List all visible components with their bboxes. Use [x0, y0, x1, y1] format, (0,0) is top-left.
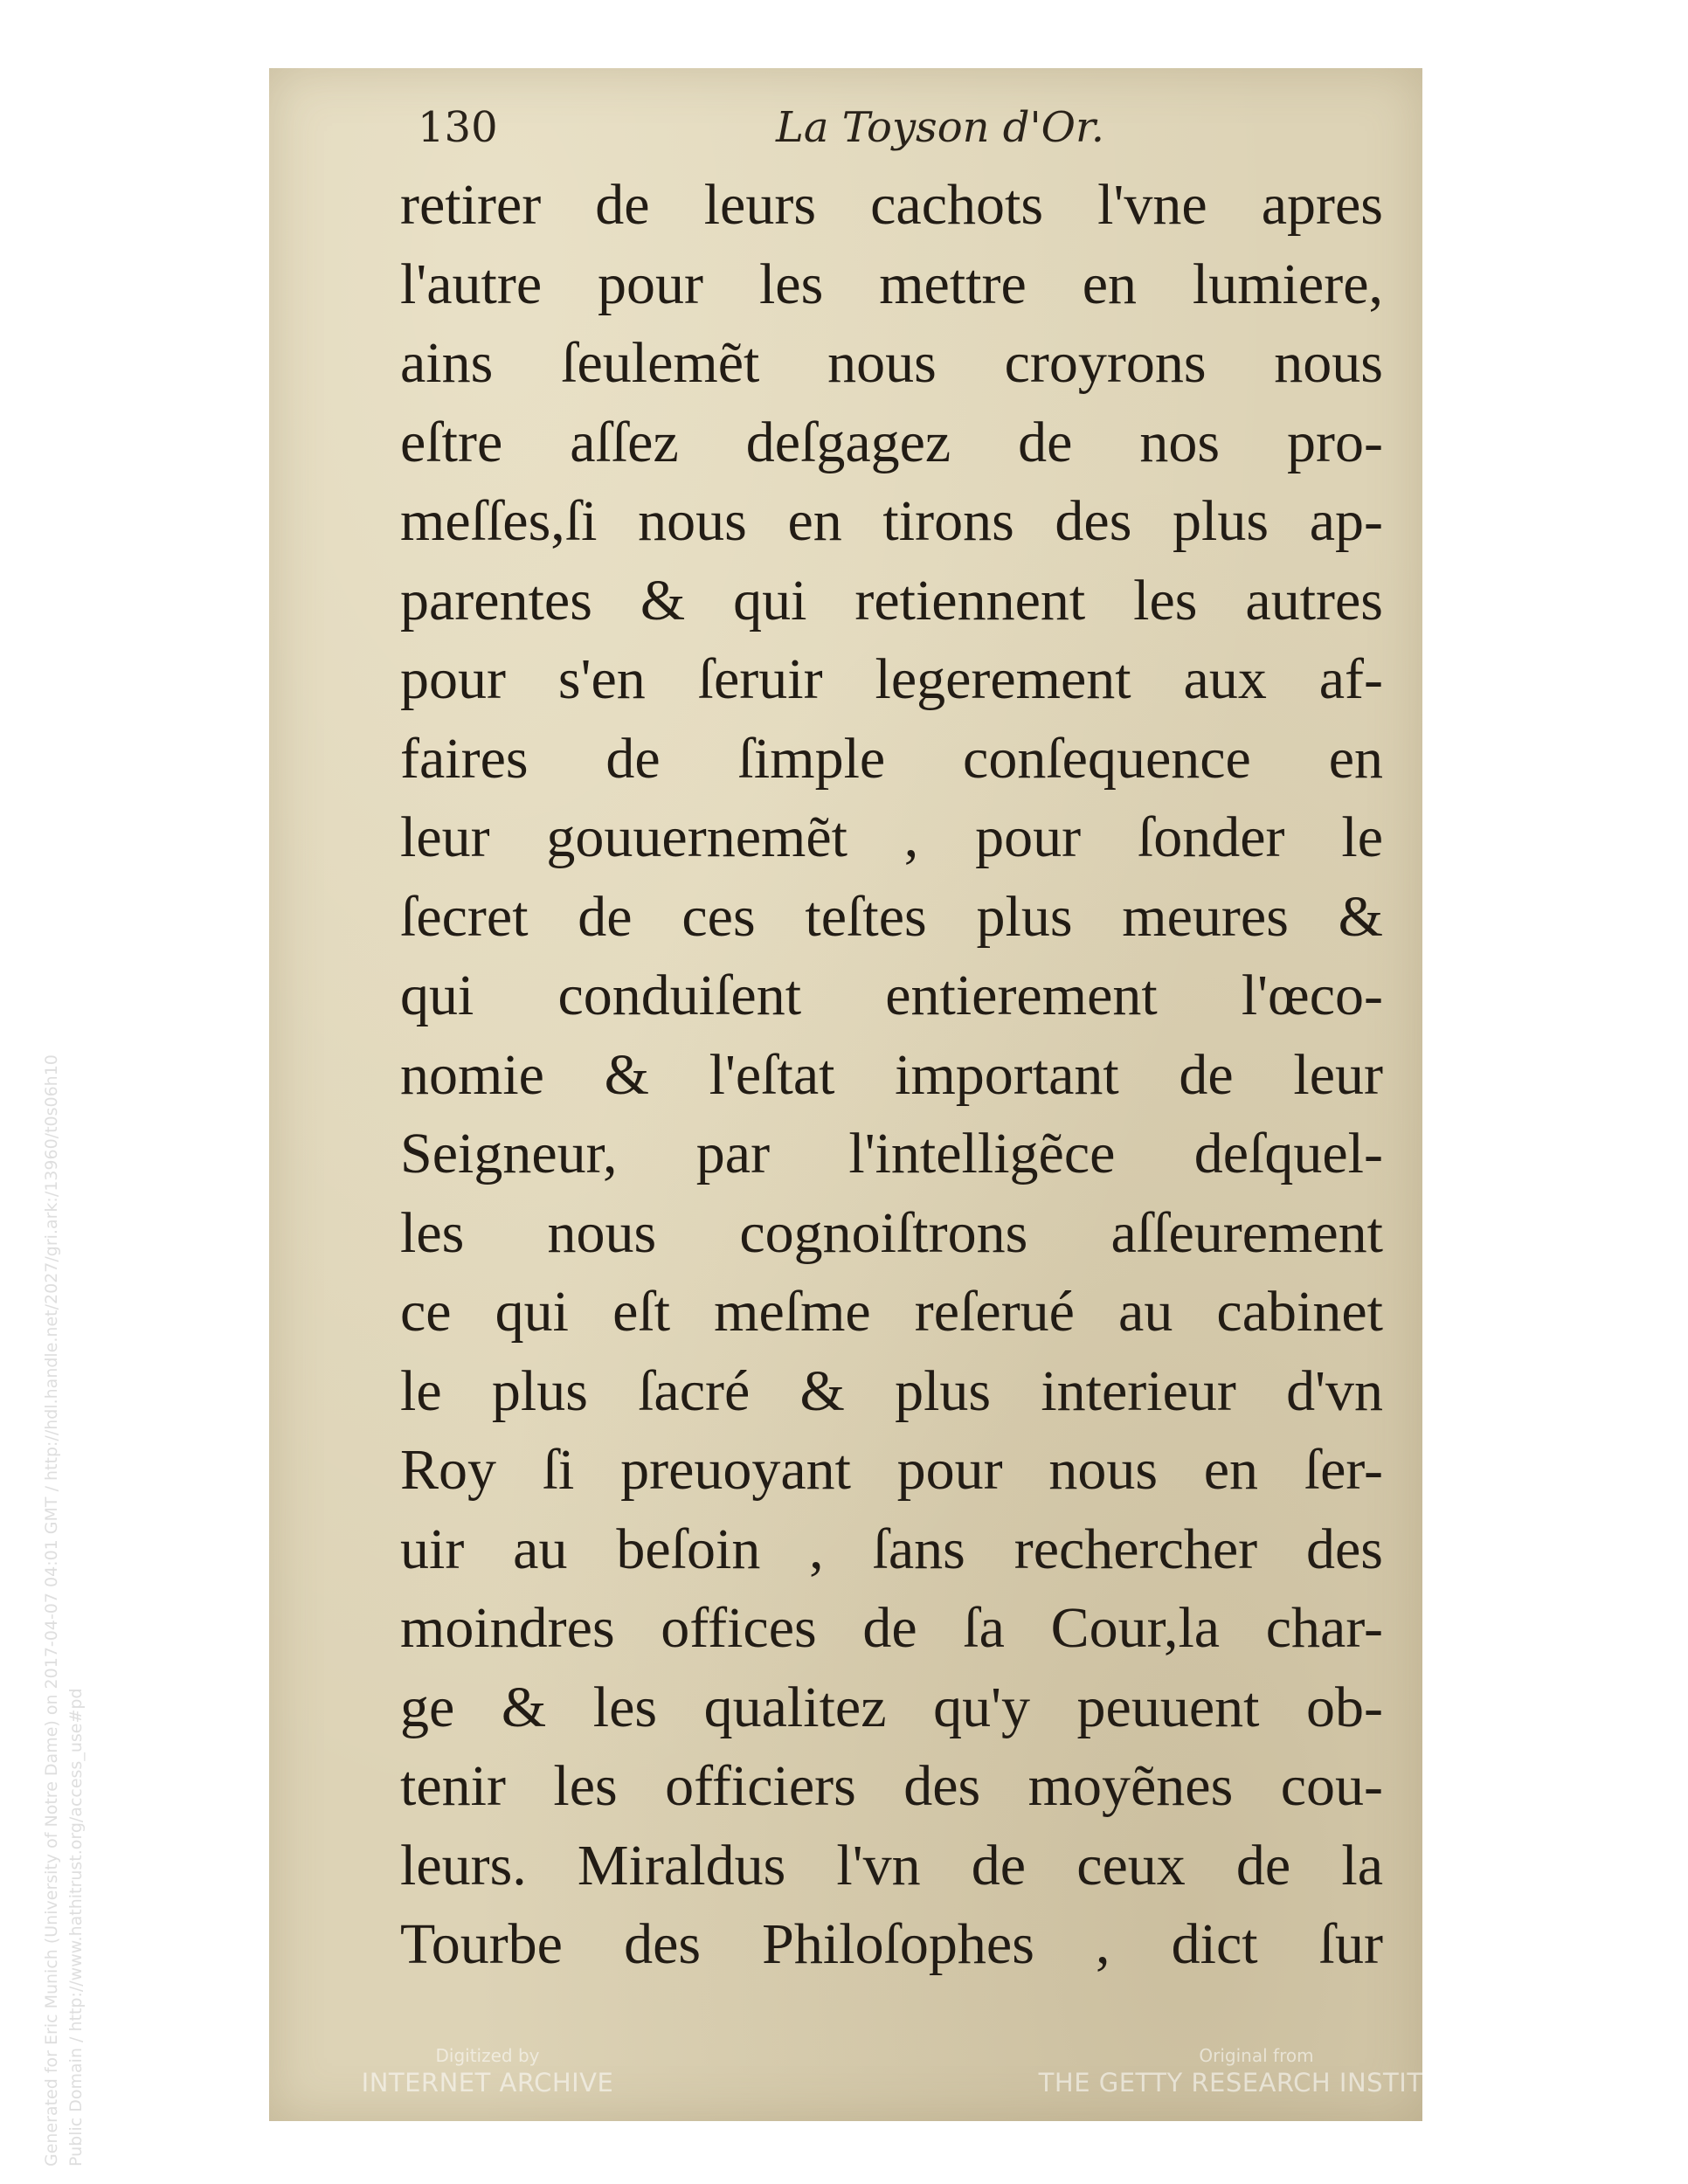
running-title: La Toyson d'Or. — [776, 103, 1104, 152]
text-line: pour s'en ſeruir legerement aux af- — [400, 647, 1383, 711]
text-line: eſtre aſſez deſgagez de nos pro- — [400, 410, 1383, 474]
text-line: nomie & l'eſtat important de leur — [400, 1042, 1383, 1107]
text-line: ge & les qualitez qu'y peuuent ob- — [400, 1675, 1383, 1739]
text-line: tenir les officiers des moyẽnes cou- — [400, 1754, 1383, 1818]
text-line: qui conduiſent entierement l'œco- — [400, 964, 1383, 1027]
text-line: Roy ſi preuoyant pour nous en ſer- — [400, 1438, 1383, 1502]
text-line: ce qui eſt meſme reſerué au cabinet — [400, 1280, 1383, 1344]
text-line: l'autre pour les mettre en lumiere, — [400, 252, 1383, 316]
text-line: leur gouuernemẽt , pour ſonder le — [400, 805, 1383, 869]
watermark-line-1: Generated for Eric Munich (University of Notre Dame) on 2017-04-07 04:01 GMT / http://hdl.handle.net/2027/gri.ark:/13960/t0s06h10 — [42, 1054, 61, 2167]
text-line: retirer de leurs cachots l'vne apres — [400, 173, 1383, 237]
hathitrust-watermark — [39, 1054, 88, 2167]
digitized-by-credit — [269, 2044, 706, 2098]
text-line: Seigneur, par l'intelligẽce deſquel- — [400, 1122, 1383, 1185]
text-line: uir au beſoin , ſans rechercher des — [400, 1517, 1383, 1581]
body-text — [400, 166, 1383, 1985]
page-number: 130 — [418, 103, 498, 152]
text-line: leurs. Miraldus l'vn de ceux de la — [400, 1833, 1383, 1897]
text-line: ains ſeulemẽt nous croyrons nous — [400, 331, 1383, 395]
text-line: faires de ſimple conſequence en — [400, 726, 1383, 791]
text-line: meſſes,ſi nous en tirons des plus ap- — [400, 489, 1383, 553]
book-page-scan — [269, 68, 1475, 2121]
original-from-label: Original from — [1199, 2045, 1314, 2066]
text-line: Tourbe des Philoſophes , dict ſur — [400, 1912, 1383, 1976]
watermark-line-2: Public Domain / http://www.hathitrust.org/access_use#pd — [66, 1688, 86, 2167]
text-line: parentes & qui retiennent les autres — [400, 568, 1383, 632]
running-head — [418, 103, 1291, 164]
internet-archive-label: INTERNET ARCHIVE — [361, 2068, 614, 2098]
text-line: le plus ſacré & plus interieur d'vn — [400, 1358, 1383, 1423]
text-line: ſecret de ces teſtes plus meures & — [400, 884, 1383, 949]
text-line: moindres offices de ſa Cour,la char- — [400, 1596, 1383, 1660]
original-from-credit — [1029, 2044, 1484, 2098]
getty-institute-label: THE GETTY RESEARCH INSTITUTE — [1038, 2068, 1475, 2098]
text-line: les nous cognoiſtrons aſſeurement — [400, 1200, 1383, 1265]
digitized-by-label: Digitized by — [435, 2045, 540, 2066]
